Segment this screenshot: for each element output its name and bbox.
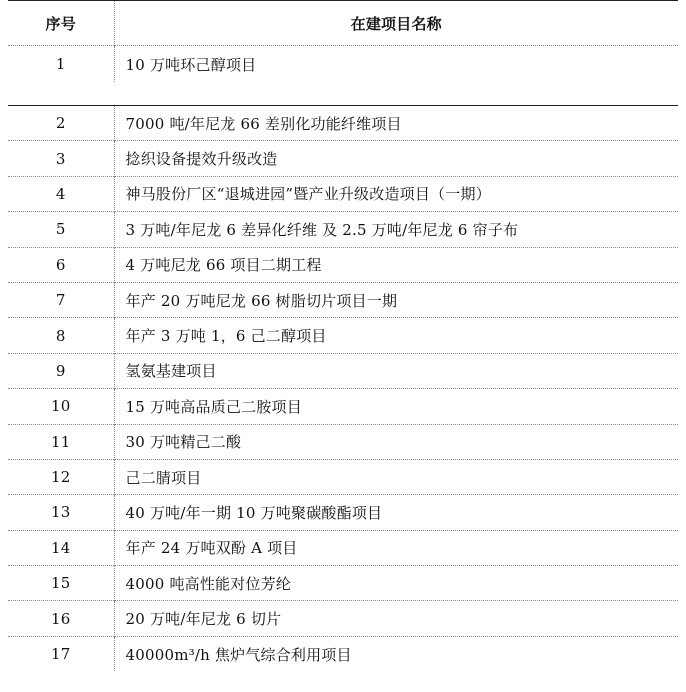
project-list-document <box>8 0 678 671</box>
row-project-name: 30 万吨精己二酸 <box>114 424 678 459</box>
project-table-part-2 <box>8 105 678 671</box>
row-project-name: 神马股份厂区“退城进园”暨产业升级改造项目（一期） <box>114 176 678 211</box>
row-index: 11 <box>8 424 114 459</box>
row-project-name: 年产 24 万吨双酚 A 项目 <box>114 530 678 565</box>
row-index: 17 <box>8 636 114 671</box>
row-index: 12 <box>8 459 114 494</box>
row-project-name: 捻织设备提效升级改造 <box>114 141 678 176</box>
row-project-name: 15 万吨高品质己二胺项目 <box>114 389 678 424</box>
row-project-name: 7000 吨/年尼龙 66 差别化功能纤维项目 <box>114 106 678 141</box>
row-index: 6 <box>8 247 114 282</box>
row-index: 2 <box>55 114 66 133</box>
row-index: 13 <box>8 495 114 530</box>
row-index: 8 <box>8 318 114 353</box>
table-row <box>8 566 678 601</box>
table-body-part-1 <box>8 46 678 83</box>
table-row <box>8 282 678 317</box>
table-row <box>8 318 678 353</box>
table-row <box>8 141 678 176</box>
table-row <box>8 46 678 83</box>
table-row <box>8 389 678 424</box>
row-project-name: 4 万吨尼龙 66 项目二期工程 <box>114 247 678 282</box>
row-index: 5 <box>8 212 114 247</box>
row-project-name: 3 万吨/年尼龙 6 差异化纤维 及 2.5 万吨/年尼龙 6 帘子布 <box>114 212 678 247</box>
row-project-name: 40 万吨/年一期 10 万吨聚碳酸酯项目 <box>114 495 678 530</box>
table-gap <box>8 82 678 105</box>
table-row <box>8 106 678 141</box>
table-row <box>8 636 678 671</box>
row-index: 7 <box>8 282 114 317</box>
table-row <box>8 424 678 459</box>
row-project-name: 己二腈项目 <box>114 459 678 494</box>
table-row <box>8 459 678 494</box>
row-index: 9 <box>8 353 114 388</box>
row-index: 4 <box>8 176 114 211</box>
table-row <box>8 495 678 530</box>
header-project-name: 在建项目名称 <box>114 1 678 46</box>
table-row <box>8 176 678 211</box>
table-header-row <box>8 1 678 46</box>
project-table-part-1 <box>8 0 678 82</box>
table-row <box>8 601 678 636</box>
table-row <box>8 530 678 565</box>
table-row <box>8 212 678 247</box>
row-project-name: 10 万吨环己醇项目 <box>114 46 678 83</box>
table-row <box>8 353 678 388</box>
header-index: 序号 <box>45 14 76 33</box>
row-index: 10 <box>8 389 114 424</box>
row-index: 14 <box>8 530 114 565</box>
row-project-name: 年产 3 万吨 1，6 己二醇项目 <box>114 318 678 353</box>
row-project-name: 年产 20 万吨尼龙 66 树脂切片项目一期 <box>114 282 678 317</box>
row-project-name: 40000m³/h 焦炉气综合利用项目 <box>114 636 678 671</box>
table-body-part-2 <box>8 106 678 672</box>
row-project-name: 氢氨基建项目 <box>114 353 678 388</box>
row-index: 15 <box>8 566 114 601</box>
row-project-name: 4000 吨高性能对位芳纶 <box>114 566 678 601</box>
row-index: 1 <box>55 55 66 73</box>
row-index: 16 <box>8 601 114 636</box>
table-row <box>8 247 678 282</box>
row-project-name: 20 万吨/年尼龙 6 切片 <box>114 601 678 636</box>
row-index: 3 <box>8 141 114 176</box>
